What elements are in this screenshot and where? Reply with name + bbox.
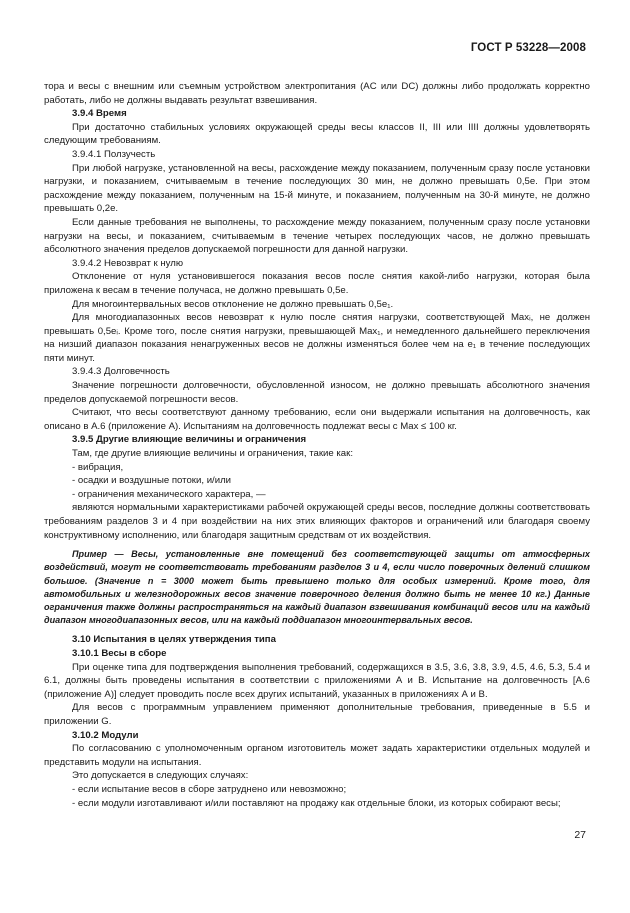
paragraph: тора и весы с внешним или съемным устройством электропитания (AC или DC) должны либо продолжать корректно работать, либо не должны выдавать результат взвешивания. (44, 81, 590, 106)
section-heading: 3.9.5 Другие влияющие величины и ограничения (72, 434, 307, 446)
page-number: 27 (574, 829, 586, 841)
section-heading: 3.9.4 Время (72, 108, 127, 120)
paragraph: По согласованию с уполномоченным органом изготовитель может задать характеристики отдельных модулей и представить модули на испытания. (44, 743, 590, 768)
paragraph: 3.9.4.1 Ползучесть (72, 148, 156, 160)
paragraph: - осадки и воздушные потоки, и/или (72, 475, 232, 487)
paragraph: Там, где другие влияющие величины и ограничения, такие как: (72, 448, 353, 460)
example-note: Пример — Весы, установленные вне помещений без соответствующей защиты от атмосферных воздействий, могут не соответствовать требованиям разделов 3 и 4, если число поверочных делений слишком большое. (Значение n = 3000 может быть превышено только для особых измерений. Кроме того, для автомобильных и железнодорожных весов значение поверочного деления должно быть не менее 10 кг.) Данные ограничения также должны распространяться на каждый диапазон взвешивания комбинаций весов или на каждый диапазон многодиапазонных весов, или на каждый поддиапазон многоинтервальных весов. (44, 549, 590, 626)
paragraph: Значение погрешности долговечности, обусловленной износом, не должно превышать абсолютного значения пределов допускаемой погрешности весов. (44, 380, 590, 405)
paragraph: При достаточно стабильных условиях окружающей среды весы классов II, III или IIII должны удовлетворять следующим требованиям. (44, 121, 590, 147)
paragraph: - если модули изготавливают и/или поставляют на продажу как отдельные блоки, из которых собирают весы; (72, 797, 561, 809)
paragraph: Для весов с программным управлением применяют дополнительные требования, приведенные в 5.5 и приложении G. (44, 702, 590, 727)
paragraph: Для многодиапазонных весов невозврат к нулю после снятия нагрузки, соответствующей Maxᵢ, не должен превышать 0,5eᵢ. Кроме того, после снятия нагрузки, превышающей Max₁, и немедленного дальнейшего переключения на низший диапазон показания ненагруженных весов не должны изменяться более чем на e₁ в течение последующих пяти минут. (44, 312, 590, 364)
paragraph: являются нормальными характеристиками рабочей окружающей среды весов, последние должны соответствовать требованиям разделов 3 и 4 при воздействии на них этих влияющих факторов и ограничений или благодаря своему конструктивному исполнению, или благодаря защитным средствам от их воздействия. (44, 502, 590, 541)
document-header: ГОСТ Р 53228—2008 (470, 42, 586, 54)
section-heading: 3.10.2 Модули (72, 729, 139, 741)
paragraph: Для многоинтервальных весов отклонение не должно превышать 0,5e₁. (72, 298, 394, 310)
paragraph: Если данные требования не выполнены, то расхождение между показанием, полученным сразу после установки нагрузки на весы, и показанием, считываемым в течение четырех последующих часов, не должно превышать абсолютного значения пределов допускаемой погрешности для данной нагрузки. (44, 216, 590, 256)
section-heading: 3.10 Испытания в целях утверждения типа (72, 634, 276, 646)
paragraph: Считают, что весы соответствуют данному требованию, если они выдержали испытания на долговечность, как описано в А.6 (приложение А). Испытаниям на долговечность подлежат весы с Max ≤ 100 кг. (44, 407, 590, 432)
paragraph: - если испытание весов в сборе затруднено или невозможно; (72, 783, 347, 795)
paragraph: При любой нагрузке, установленной на весы, расхождение между показанием, полученным сразу после установки нагрузки, и показанием, считываемым в течение последующих 30 мин, не должно превышать 0,5e. При этом расхождение между показанием, полученным на 15-й минуте, и показанием, полученным на 30-й минуте, не должно превышать 0,2e. (44, 162, 590, 215)
paragraph: Это допускается в следующих случаях: (72, 770, 249, 782)
paragraph: 3.9.4.3 Долговечность (72, 366, 170, 378)
document-body (44, 80, 590, 810)
paragraph: 3.9.4.2 Невозврат к нулю (72, 257, 184, 269)
paragraph: - ограничения механического характера, — (72, 488, 266, 500)
paragraph: При оценке типа для подтверждения выполнения требований, содержащихся в 3.5, 3.6, 3.8, 3.9, 4.5, 4.6, 5.3, 5.4 и 6.1, должны быть проведены испытания в соответствии с приложениями А и В. Испытание на долговечность [А.6 (приложение А)] следует проводить после всех других испытаний, указанных в приложениях А и В. (44, 661, 590, 700)
paragraph: - вибрация, (72, 461, 124, 473)
section-heading: 3.10.1 Весы в сборе (72, 648, 167, 659)
paragraph: Отклонение от нуля установившегося показания весов после снятия какой-либо нагрузки, которая была приложена к весам в течение получаса, не должно превышать 0,5e. (44, 271, 590, 296)
